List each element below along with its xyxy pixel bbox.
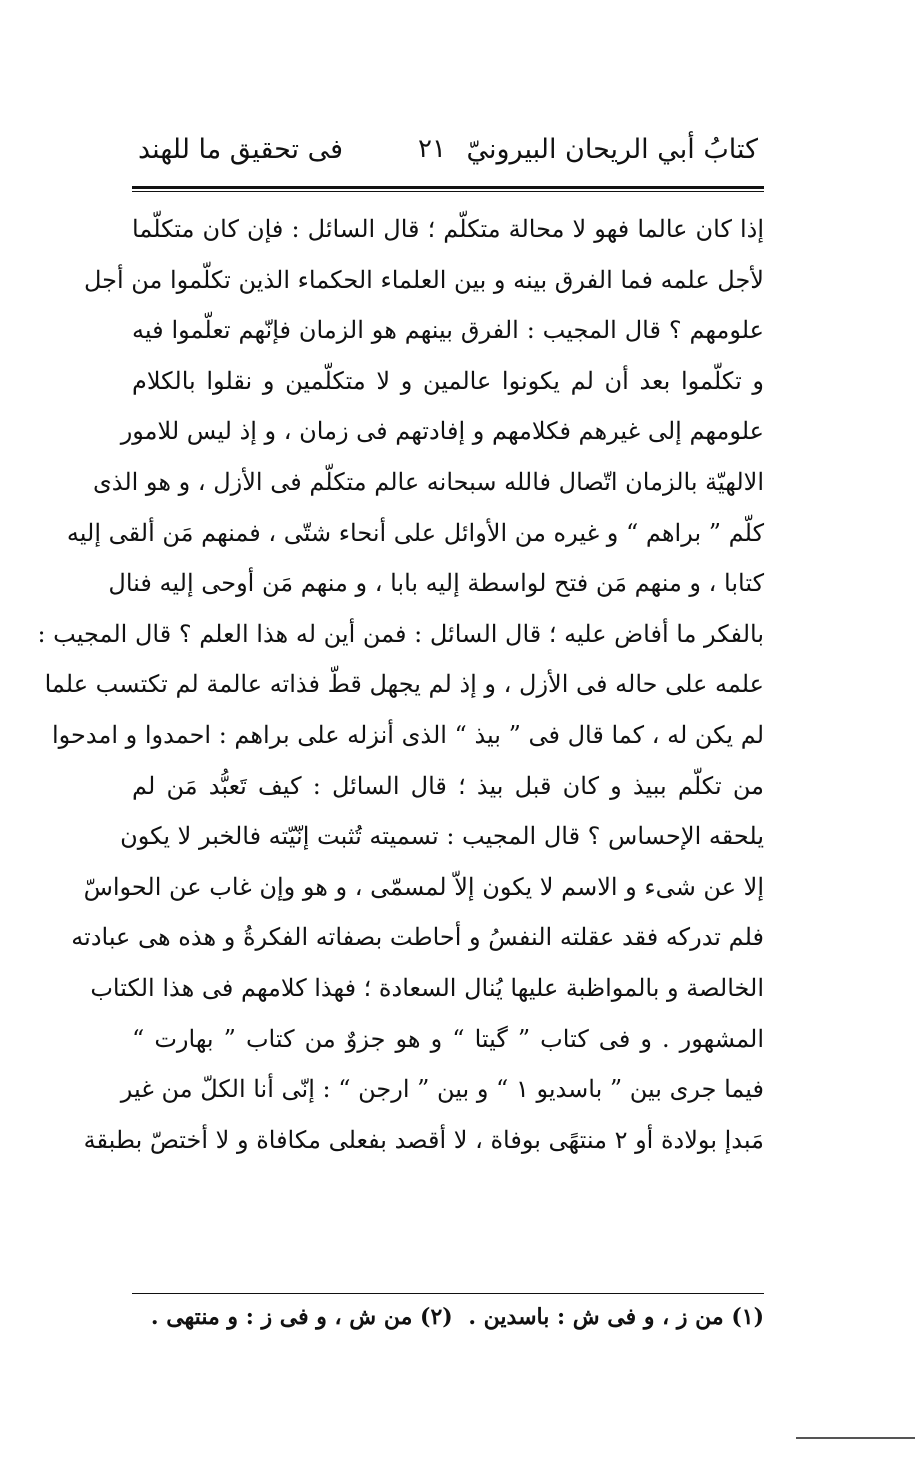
footnote-1: (١) من ز ، و فى ش : باسدين . (468, 1304, 764, 1330)
text-line: مَبدإ بولادة أو ٢ منتهًى بوفاة ، لا أقصد بفعلى مكافاة و لا أختصّ بطبقة (83, 1125, 764, 1154)
page-corner-line (796, 1437, 915, 1439)
text-line: إذا كان عالما فهو لا محالة متكلّم ؛ قال السائل : فإن كان متكلّما (132, 215, 764, 243)
footnote-rule (132, 1293, 764, 1294)
header-rule-thin (132, 191, 764, 192)
text-line: علومهم إلى غيرهم فكلامهم و إفادتهم فى زمان ، و إذ ليس للامور (120, 417, 764, 446)
text-line: المشهور . و فى كتاب ” گيتا “ و هو جزوٌ من كتاب ” بهارت “ (132, 1024, 764, 1053)
text-line: من تكلّم ببيذ و كان قبل بيذ ؛ قال السائل : كيف تَعبُّد مَن لم (132, 771, 764, 800)
text-line: لأجل علمه فما الفرق بينه و بين العلماء الحكماء الذين تكلّموا من أجل (83, 265, 764, 294)
text-line: علمه على حاله فى الأزل ، و إذ لم يجهل قطّ فذاته عالمة لم تكتسب علما (44, 670, 764, 699)
text-line: الخالصة و بالمواظبة عليها يُنال السعادة ؛ فهذا كلامهم فى هذا الكتاب (90, 973, 764, 1002)
footnotes (132, 1298, 764, 1336)
text-line: كتابا ، و منهم مَن فتح لواسطة إليه بابا ، و منهم مَن أوحى إليه فنال (108, 569, 764, 598)
text-line: لم يكن له ، كما قال فى ” بيذ “ الذى أنزله على براهم : احمدوا و امدحوا (51, 720, 764, 749)
text-line: فلم تدركه فقد عقلته النفسُ و أحاطت بصفاته الفكرةُ و هذه هى عبادته (71, 923, 764, 952)
text-line: يلحقه الإحساس ؟ قال المجيب : تسميته تُثبت إنّيّته فالخبر لا يكون (120, 822, 764, 851)
book-title: كتابُ أبي الريحان البيرونيّ (466, 134, 758, 165)
footnote-2: (٢) من ش ، و فى ز : و منتهى . (150, 1304, 453, 1330)
text-line: إلا عن شىء و الاسم لا يكون إلاّ لمسمّى ، و هو وإن غاب عن الحواسّ (83, 872, 764, 901)
section-title: فى تحقيق ما للهند (138, 134, 344, 165)
page-header (138, 128, 758, 178)
text-line: الالهيّة بالزمان اتّصال فالله سبحانه عالم متكلّم فى الأزل ، و هو الذى (92, 467, 764, 496)
text-line: بالفكر ما أفاض عليه ؛ قال السائل : فمن أين له هذا العلم ؟ قال المجيب : (37, 619, 764, 648)
text-line: و تكلّموا بعد أن لم يكونوا عالمين و لا متكلّمين و نقلوا بالكلام (132, 366, 764, 395)
page-number: ٢١ (418, 134, 446, 164)
header-rule-thick (132, 186, 764, 189)
text-line: فيما جرى بين ” باسديو ١ “ و بين ” ارجن “ : إنّى أنا الكلّ من غير (120, 1075, 764, 1104)
text-line: كلّم ” براهم “ و غيره من الأوائل على أنحاء شتّى ، فمنهم مَن ألقى إليه (66, 518, 764, 547)
main-text (37, 204, 765, 1165)
text-line: علومهم ؟ قال المجيب : الفرق بينهم هو الزمان فإنّهم تعلّموا فيه (132, 316, 765, 345)
